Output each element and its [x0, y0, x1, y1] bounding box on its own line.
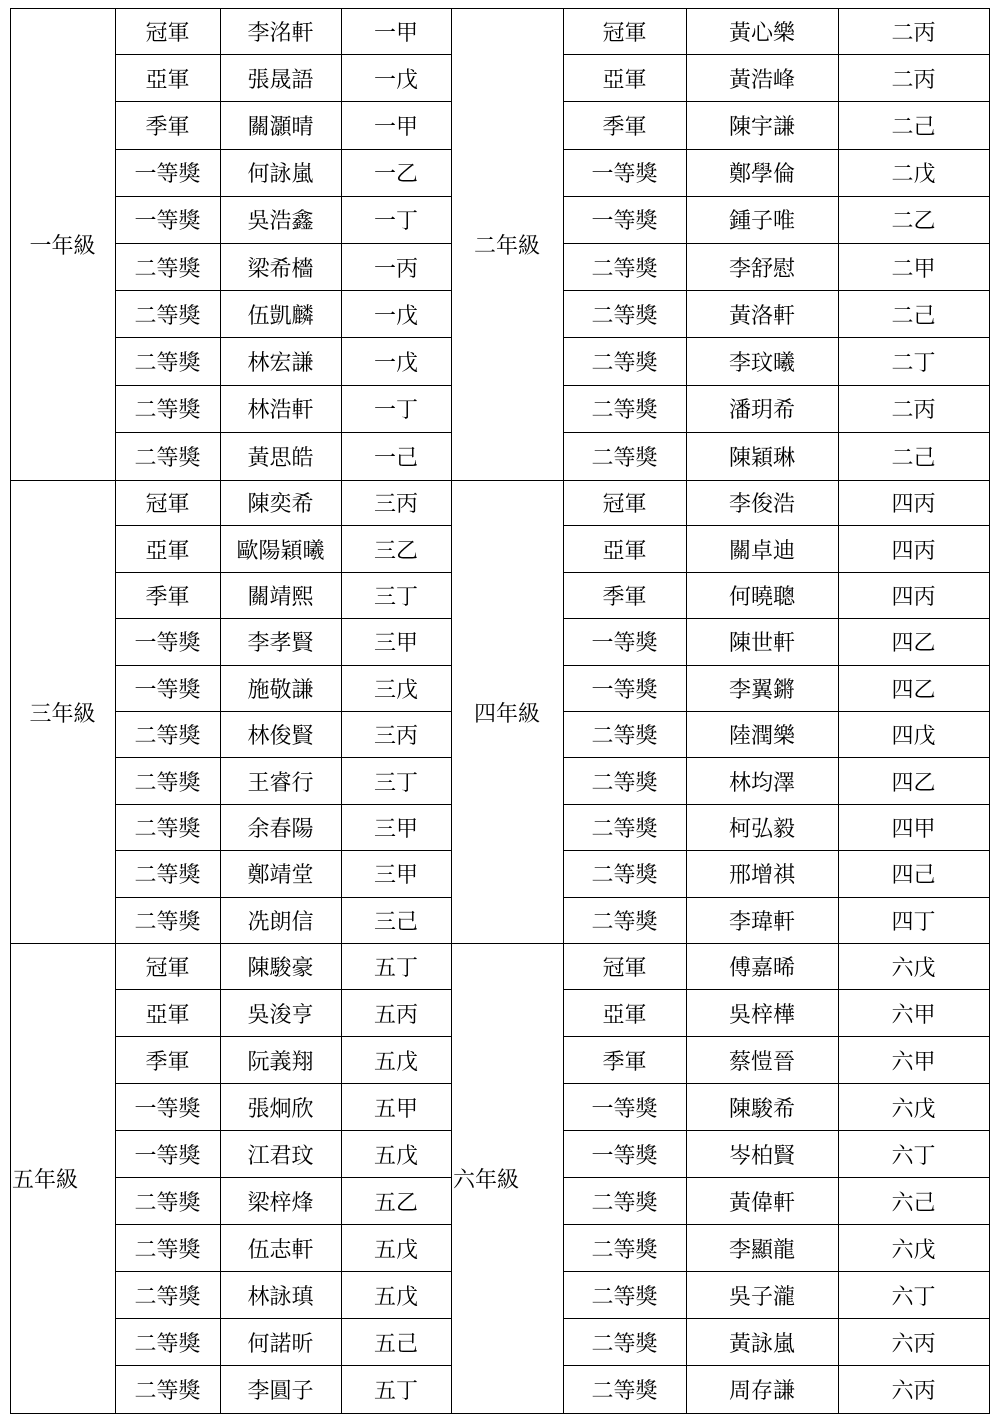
class-cell: 六丁 — [891, 1143, 936, 1169]
student-name-cell: 阮義翔 — [247, 1049, 314, 1075]
student-name-cell: 何詠嵐 — [247, 162, 314, 188]
student-name-cell: 吳浩鑫 — [247, 209, 314, 235]
grid-line-vertical — [451, 8, 452, 480]
class-cell: 六戊 — [891, 1237, 936, 1263]
award-cell: 二等獎 — [134, 1331, 201, 1357]
grid-line-vertical — [220, 480, 221, 944]
table-row — [563, 1131, 989, 1178]
student-name-cell: 岑柏賢 — [728, 1143, 795, 1169]
student-name-cell: 黃洛軒 — [728, 303, 795, 329]
class-cell: 四戊 — [891, 724, 936, 750]
class-cell: 三甲 — [373, 631, 418, 657]
student-name-cell: 陸潤樂 — [728, 724, 795, 750]
table-row — [563, 805, 989, 851]
class-cell: 六戊 — [891, 1096, 936, 1122]
student-name-cell: 李孝賢 — [247, 631, 314, 657]
class-cell: 五乙 — [373, 1190, 418, 1216]
table-row — [115, 150, 451, 197]
student-name-cell: 陳奕希 — [247, 492, 314, 518]
award-cell: 冠軍 — [602, 955, 647, 981]
award-cell: 季軍 — [602, 1049, 647, 1075]
student-name-cell: 蔡愷晉 — [728, 1049, 795, 1075]
table-row — [115, 1178, 451, 1225]
student-name-cell: 林詠瑱 — [247, 1284, 314, 1310]
class-cell: 四丁 — [891, 910, 936, 936]
table-row — [115, 55, 451, 102]
class-cell: 一戊 — [373, 350, 418, 376]
class-cell: 四乙 — [891, 677, 936, 703]
award-cell: 一等獎 — [591, 1096, 658, 1122]
student-name-cell: 施敬謙 — [247, 677, 314, 703]
class-cell: 五己 — [373, 1331, 418, 1357]
class-cell: 二丙 — [891, 398, 936, 424]
table-row — [563, 898, 989, 944]
award-cell: 季軍 — [145, 114, 190, 140]
student-name-cell: 何曉聰 — [728, 584, 795, 610]
grid-line-horizontal — [10, 1413, 990, 1414]
class-cell: 六戊 — [891, 955, 936, 981]
class-cell: 六丙 — [891, 1379, 936, 1404]
student-name-cell: 江君玟 — [247, 1143, 314, 1169]
table-row — [563, 1037, 989, 1084]
award-cell: 一等獎 — [591, 631, 658, 657]
table-row — [563, 943, 989, 990]
grade-label: 三年級 — [29, 701, 96, 727]
student-name-cell: 吳浚亨 — [247, 1002, 314, 1028]
class-cell: 四乙 — [891, 631, 936, 657]
grid-line-vertical — [10, 943, 11, 1413]
grid-line-vertical — [10, 8, 11, 480]
grid-line-vertical — [451, 480, 452, 944]
grade-label: 四年級 — [473, 701, 540, 727]
table-row — [563, 990, 989, 1037]
table-row — [115, 1366, 451, 1413]
grid-line-vertical — [341, 8, 342, 480]
award-cell: 亞軍 — [145, 67, 190, 93]
student-name-cell: 李洺軒 — [247, 20, 314, 46]
class-cell: 五戊 — [373, 1237, 418, 1263]
grid-line-vertical — [563, 480, 564, 944]
grid-line-vertical — [686, 8, 687, 480]
grid-line-vertical — [838, 8, 839, 480]
grid-line-vertical — [686, 480, 687, 944]
student-name-cell: 黃浩峰 — [728, 67, 795, 93]
grid-line-vertical — [989, 480, 990, 944]
table-row — [115, 666, 451, 712]
table-row — [563, 1084, 989, 1131]
award-cell: 二等獎 — [591, 303, 658, 329]
student-name-cell: 張炯欣 — [247, 1096, 314, 1122]
grade-label: 一年級 — [29, 233, 96, 259]
class-cell: 六己 — [891, 1190, 936, 1216]
grid-line-vertical — [115, 943, 116, 1413]
student-name-cell: 陳駿希 — [728, 1096, 795, 1122]
class-cell: 四乙 — [891, 770, 936, 796]
award-cell: 亞軍 — [145, 1002, 190, 1028]
student-name-cell: 伍凱麟 — [247, 303, 314, 329]
grid-line-vertical — [563, 943, 564, 1413]
student-name-cell: 李翼鏘 — [728, 677, 795, 703]
grid-line-vertical — [838, 480, 839, 944]
table-row — [563, 338, 989, 385]
class-cell: 一戊 — [373, 303, 418, 329]
table-row — [563, 1178, 989, 1225]
class-cell: 六甲 — [891, 1002, 936, 1028]
class-cell: 一丙 — [373, 256, 418, 282]
award-cell: 亞軍 — [602, 538, 647, 564]
award-cell: 一等獎 — [591, 162, 658, 188]
class-cell: 二丙 — [891, 67, 936, 93]
grid-line-vertical — [10, 480, 11, 944]
table-row — [115, 433, 451, 480]
table-row — [115, 1319, 451, 1366]
class-cell: 一甲 — [373, 20, 418, 46]
award-cell: 二等獎 — [591, 863, 658, 889]
table-row — [115, 526, 451, 572]
award-cell: 二等獎 — [591, 1190, 658, 1216]
grid-line-vertical — [686, 943, 687, 1413]
table-row — [563, 55, 989, 102]
table-row — [115, 619, 451, 665]
class-cell: 三丁 — [373, 770, 418, 796]
grid-line-horizontal — [10, 480, 990, 481]
student-name-cell: 柯弘毅 — [728, 816, 795, 842]
grade-table — [0, 943, 1003, 1413]
grid-line-vertical — [989, 8, 990, 480]
class-cell: 四甲 — [891, 816, 936, 842]
student-name-cell: 黃心樂 — [728, 20, 795, 46]
award-cell: 二等獎 — [134, 863, 201, 889]
table-row — [115, 712, 451, 758]
table-row — [563, 102, 989, 149]
student-name-cell: 關卓迪 — [728, 538, 795, 564]
class-cell: 五丁 — [373, 1379, 418, 1404]
grid-line-horizontal — [10, 943, 990, 944]
student-name-cell: 邢增祺 — [728, 863, 795, 889]
class-cell: 二甲 — [891, 256, 936, 282]
grid-line-vertical — [115, 480, 116, 944]
grade-label: 六年級 — [453, 1167, 520, 1193]
student-name-cell: 李顯龍 — [728, 1237, 795, 1263]
table-row — [563, 8, 989, 55]
award-cell: 一等獎 — [134, 209, 201, 235]
table-row — [563, 1272, 989, 1319]
award-cell: 二等獎 — [591, 1237, 658, 1263]
table-row — [563, 386, 989, 433]
student-name-cell: 傅嘉晞 — [728, 955, 795, 981]
student-name-cell: 李俊浩 — [728, 492, 795, 518]
table-row — [115, 1131, 451, 1178]
award-cell: 二等獎 — [591, 350, 658, 376]
award-cell: 二等獎 — [591, 724, 658, 750]
award-cell: 二等獎 — [591, 256, 658, 282]
student-name-cell: 林浩軒 — [247, 398, 314, 424]
table-row — [115, 805, 451, 851]
table-row — [563, 291, 989, 338]
class-cell: 五甲 — [373, 1096, 418, 1122]
award-cell: 冠軍 — [602, 20, 647, 46]
student-name-cell: 李舒慰 — [728, 256, 795, 282]
award-cell: 季軍 — [602, 114, 647, 140]
table-row — [563, 666, 989, 712]
table-row — [115, 990, 451, 1037]
table-row — [563, 712, 989, 758]
class-cell: 三丙 — [373, 492, 418, 518]
grid-line-horizontal — [10, 8, 990, 9]
class-cell: 一戊 — [373, 67, 418, 93]
table-row — [115, 1272, 451, 1319]
student-name-cell: 余春陽 — [247, 816, 314, 842]
award-cell: 季軍 — [602, 584, 647, 610]
award-cell: 二等獎 — [134, 1237, 201, 1263]
table-row — [563, 480, 989, 526]
award-cell: 季軍 — [145, 1049, 190, 1075]
award-cell: 一等獎 — [591, 209, 658, 235]
grade-label: 五年級 — [12, 1167, 79, 1193]
class-cell: 三甲 — [373, 816, 418, 842]
table-row — [563, 758, 989, 804]
class-cell: 二戊 — [891, 162, 936, 188]
award-cell: 二等獎 — [591, 1379, 658, 1404]
table-row — [563, 433, 989, 480]
student-name-cell: 陳穎琳 — [728, 445, 795, 471]
table-row — [115, 573, 451, 619]
award-cell: 二等獎 — [134, 770, 201, 796]
student-name-cell: 梁希檣 — [247, 256, 314, 282]
table-row — [563, 1225, 989, 1272]
table-row — [115, 291, 451, 338]
grid-line-vertical — [838, 943, 839, 1413]
student-name-cell: 吳子瀧 — [728, 1284, 795, 1310]
award-cell: 二等獎 — [134, 816, 201, 842]
class-cell: 五戊 — [373, 1049, 418, 1075]
student-name-cell: 梁梓烽 — [247, 1190, 314, 1216]
student-name-cell: 潘玥希 — [728, 398, 795, 424]
table-row — [563, 197, 989, 244]
class-cell: 二丁 — [891, 350, 936, 376]
award-cell: 一等獎 — [591, 677, 658, 703]
class-cell: 二丙 — [891, 20, 936, 46]
student-name-cell: 伍志軒 — [247, 1237, 314, 1263]
grade-table — [0, 8, 1003, 480]
student-name-cell: 李瑋軒 — [728, 910, 795, 936]
class-cell: 三丙 — [373, 724, 418, 750]
table-row — [115, 1037, 451, 1084]
award-cell: 冠軍 — [145, 955, 190, 981]
class-cell: 四丙 — [891, 492, 936, 518]
award-cell: 二等獎 — [134, 724, 201, 750]
grade-label: 二年級 — [473, 233, 540, 259]
table-row — [563, 851, 989, 897]
student-name-cell: 林俊賢 — [247, 724, 314, 750]
grid-line-vertical — [220, 8, 221, 480]
grid-line-vertical — [989, 943, 990, 1413]
award-cell: 一等獎 — [134, 1143, 201, 1169]
student-name-cell: 鍾子唯 — [728, 209, 795, 235]
class-cell: 三丁 — [373, 584, 418, 610]
award-cell: 二等獎 — [134, 256, 201, 282]
grade-table — [0, 480, 1003, 944]
class-cell: 二己 — [891, 303, 936, 329]
student-name-cell: 黃偉軒 — [728, 1190, 795, 1216]
grid-line-vertical — [563, 8, 564, 480]
class-cell: 六丙 — [891, 1331, 936, 1357]
award-cell: 一等獎 — [134, 1096, 201, 1122]
class-cell: 一乙 — [373, 162, 418, 188]
award-cell: 二等獎 — [134, 398, 201, 424]
student-name-cell: 王睿行 — [247, 770, 314, 796]
student-name-cell: 黃思皓 — [247, 445, 314, 471]
table-row — [563, 573, 989, 619]
class-cell: 一丁 — [373, 209, 418, 235]
table-row — [563, 1319, 989, 1366]
class-cell: 四丙 — [891, 584, 936, 610]
grid-line-vertical — [341, 943, 342, 1413]
grid-line-vertical — [115, 8, 116, 480]
table-row — [115, 244, 451, 291]
student-name-cell: 黃詠嵐 — [728, 1331, 795, 1357]
award-cell: 二等獎 — [591, 1284, 658, 1310]
class-cell: 一己 — [373, 445, 418, 471]
table-row — [115, 480, 451, 526]
class-cell: 四丙 — [891, 538, 936, 564]
student-name-cell: 陳駿豪 — [247, 955, 314, 981]
table-row — [563, 619, 989, 665]
table-row — [115, 338, 451, 385]
award-cell: 二等獎 — [134, 1190, 201, 1216]
class-cell: 五丙 — [373, 1002, 418, 1028]
table-row — [115, 943, 451, 990]
class-cell: 六丁 — [891, 1284, 936, 1310]
table-row — [115, 8, 451, 55]
award-cell: 一等獎 — [591, 1143, 658, 1169]
award-cell: 二等獎 — [134, 350, 201, 376]
student-name-cell: 歐陽穎曦 — [236, 538, 325, 564]
award-cell: 冠軍 — [602, 492, 647, 518]
award-cell: 冠軍 — [145, 20, 190, 46]
student-name-cell: 吳梓樺 — [728, 1002, 795, 1028]
student-name-cell: 鄭靖堂 — [247, 863, 314, 889]
table-row — [563, 1366, 989, 1413]
table-row — [115, 898, 451, 944]
table-row — [115, 102, 451, 149]
class-cell: 六甲 — [891, 1049, 936, 1075]
class-cell: 二乙 — [891, 209, 936, 235]
award-cell: 一等獎 — [134, 631, 201, 657]
award-cell: 二等獎 — [591, 398, 658, 424]
table-row — [563, 526, 989, 572]
student-name-cell: 陳世軒 — [728, 631, 795, 657]
award-cell: 二等獎 — [591, 816, 658, 842]
award-cell: 二等獎 — [134, 303, 201, 329]
award-cell: 季軍 — [145, 584, 190, 610]
award-cell: 二等獎 — [134, 1379, 201, 1404]
class-cell: 五戊 — [373, 1284, 418, 1310]
table-row — [563, 244, 989, 291]
award-cell: 亞軍 — [602, 1002, 647, 1028]
award-cell: 二等獎 — [591, 770, 658, 796]
award-cell: 一等獎 — [134, 162, 201, 188]
class-cell: 二己 — [891, 445, 936, 471]
table-row — [115, 386, 451, 433]
award-cell: 亞軍 — [145, 538, 190, 564]
award-cell: 二等獎 — [591, 1331, 658, 1357]
table-row — [115, 1225, 451, 1272]
award-cell: 二等獎 — [134, 1284, 201, 1310]
student-name-cell: 林宏謙 — [247, 350, 314, 376]
award-cell: 二等獎 — [591, 910, 658, 936]
class-cell: 三乙 — [373, 538, 418, 564]
class-cell: 三甲 — [373, 863, 418, 889]
table-row — [115, 197, 451, 244]
student-name-cell: 李圓子 — [247, 1379, 314, 1404]
class-cell: 五戊 — [373, 1143, 418, 1169]
class-cell: 三己 — [373, 910, 418, 936]
student-name-cell: 關灝晴 — [247, 114, 314, 140]
student-name-cell: 張晟語 — [247, 67, 314, 93]
award-cell: 二等獎 — [134, 445, 201, 471]
award-cell: 冠軍 — [145, 492, 190, 518]
grid-line-vertical — [220, 943, 221, 1413]
table-row — [115, 1084, 451, 1131]
class-cell: 四己 — [891, 863, 936, 889]
class-cell: 三戊 — [373, 677, 418, 703]
student-name-cell: 冼朗信 — [247, 910, 314, 936]
table-row — [115, 758, 451, 804]
grid-line-vertical — [451, 943, 452, 1413]
student-name-cell: 李玟曦 — [728, 350, 795, 376]
student-name-cell: 林均澤 — [728, 770, 795, 796]
class-cell: 五丁 — [373, 955, 418, 981]
student-name-cell: 關靖熙 — [247, 584, 314, 610]
award-cell: 一等獎 — [134, 677, 201, 703]
grid-line-vertical — [341, 480, 342, 944]
student-name-cell: 周存謙 — [728, 1379, 795, 1404]
table-row — [115, 851, 451, 897]
award-cell: 二等獎 — [134, 910, 201, 936]
class-cell: 二己 — [891, 114, 936, 140]
award-cell: 亞軍 — [602, 67, 647, 93]
class-cell: 一丁 — [373, 398, 418, 424]
student-name-cell: 何諾昕 — [247, 1331, 314, 1357]
student-name-cell: 陳宇謙 — [728, 114, 795, 140]
table-row — [563, 150, 989, 197]
award-cell: 二等獎 — [591, 445, 658, 471]
student-name-cell: 鄭學倫 — [728, 162, 795, 188]
class-cell: 一甲 — [373, 114, 418, 140]
